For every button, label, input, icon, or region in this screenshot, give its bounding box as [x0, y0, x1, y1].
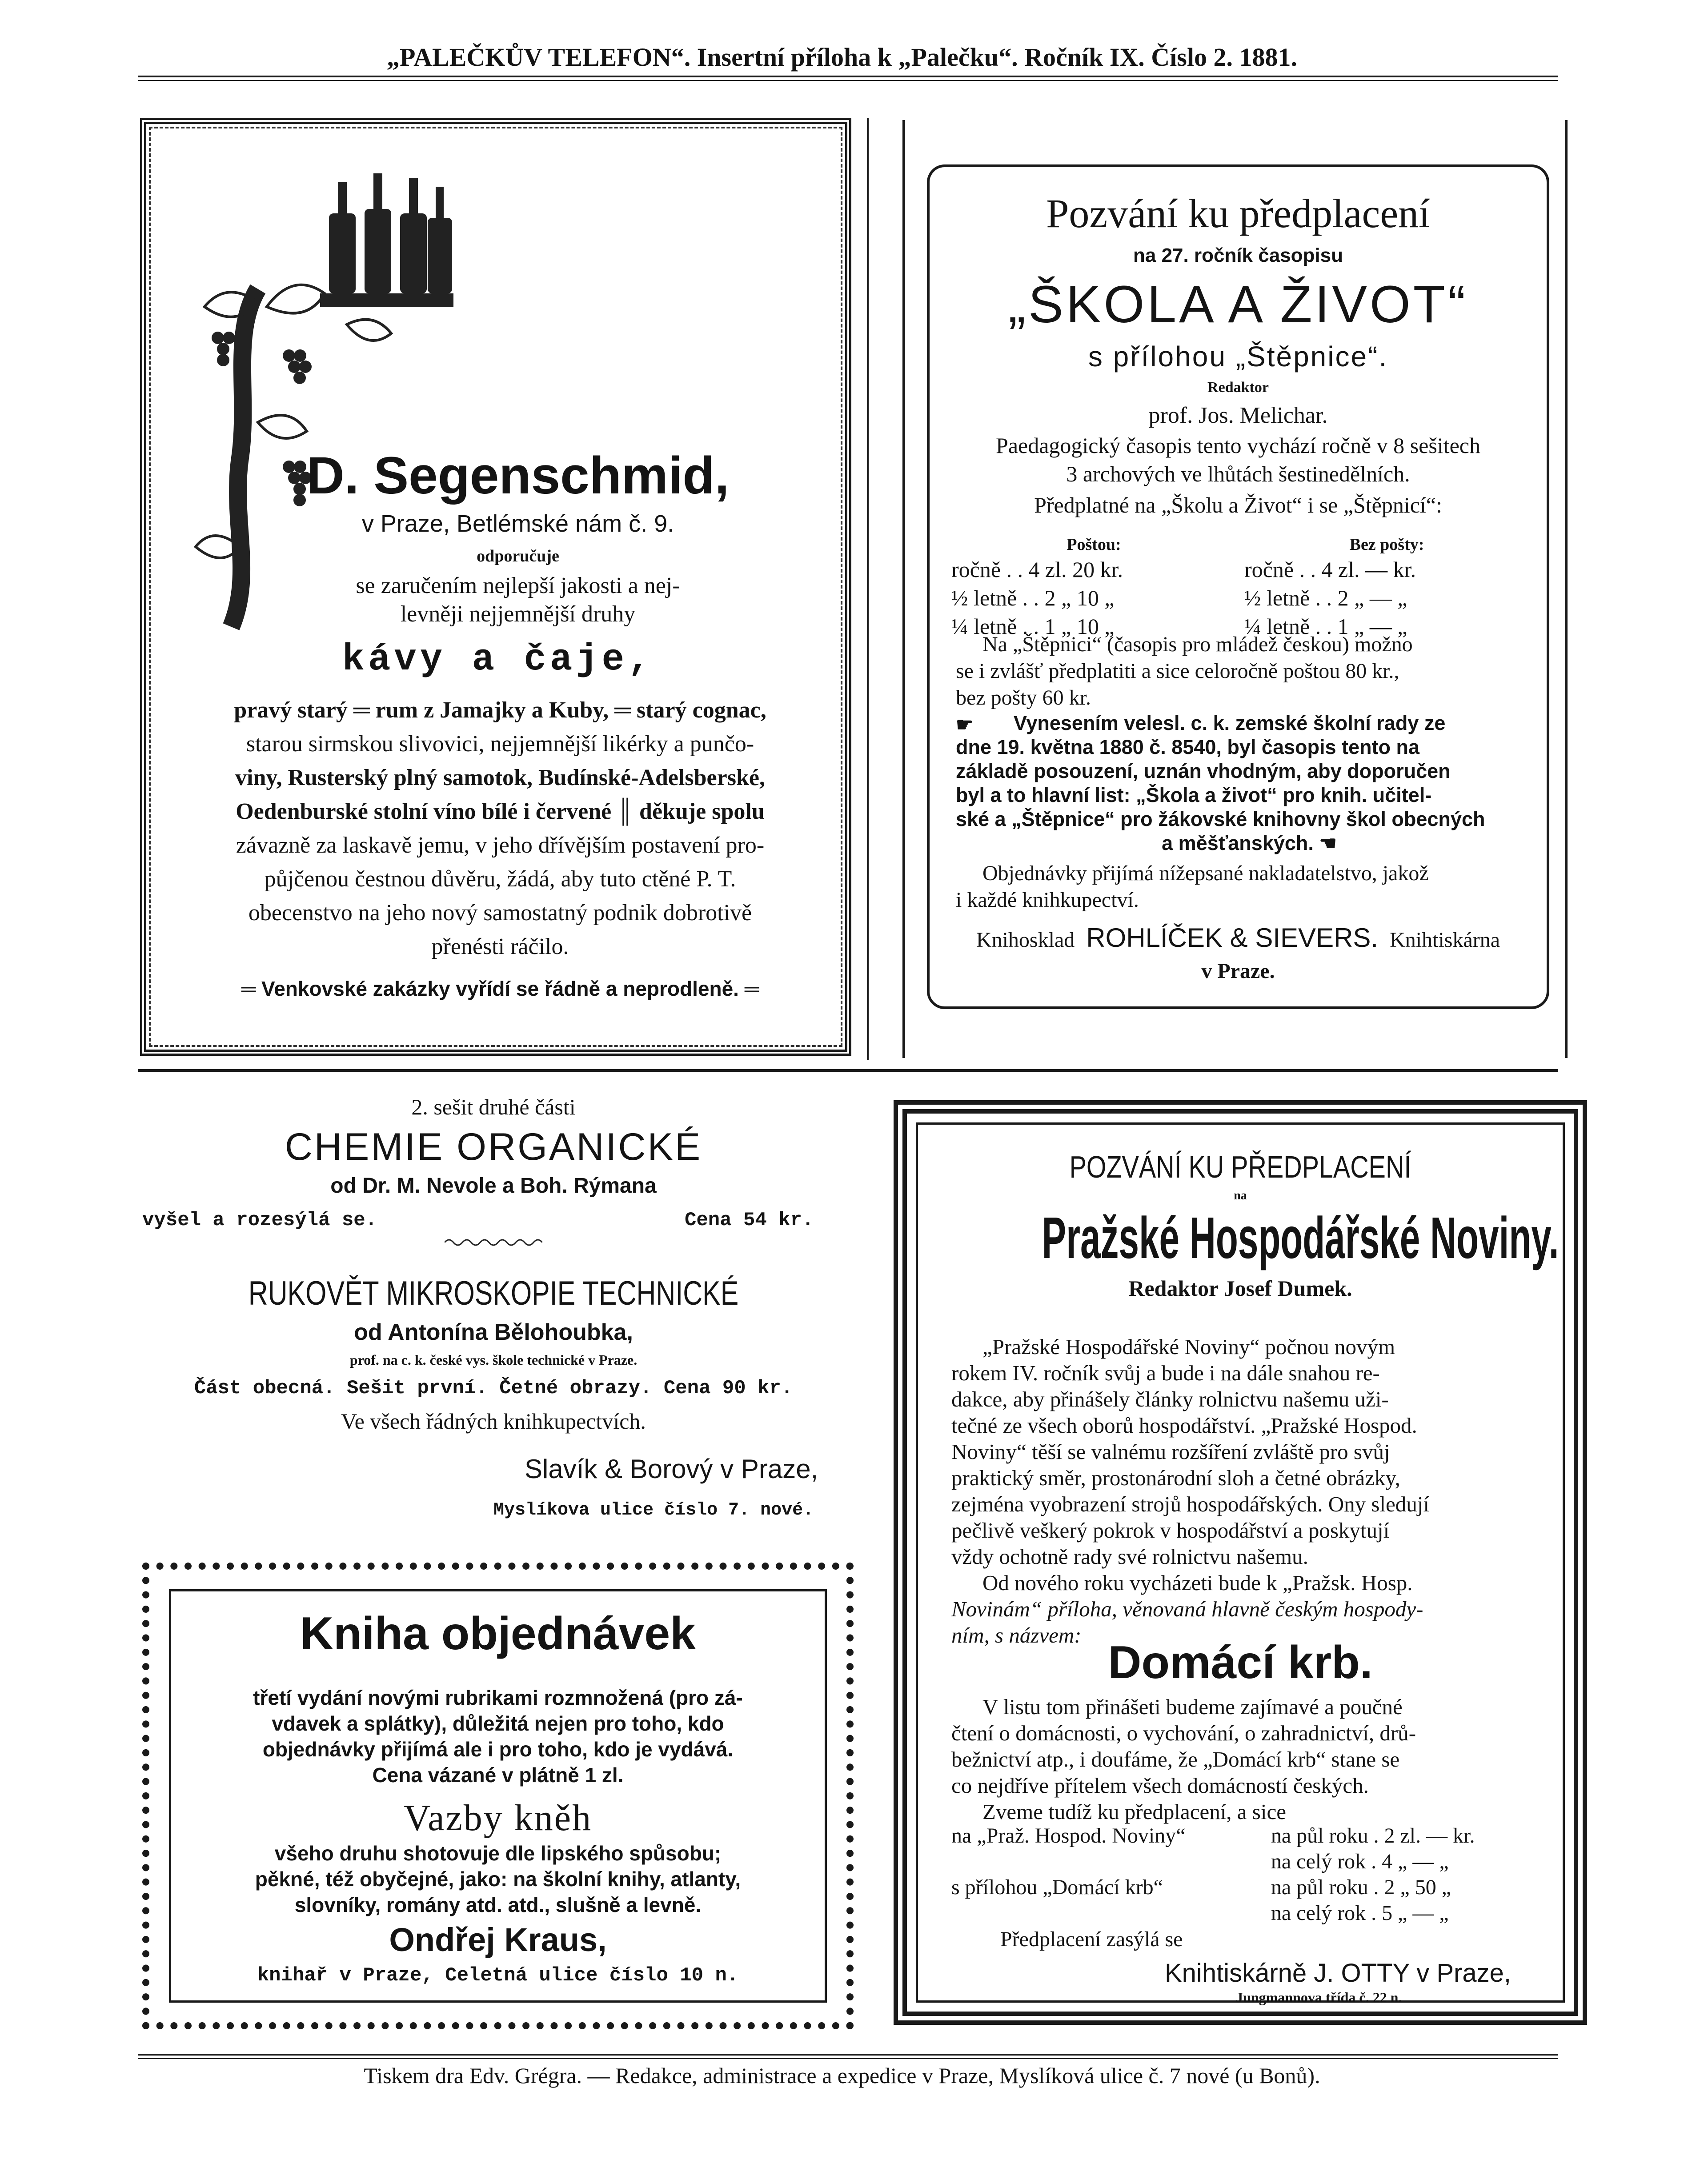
vazby-text-2: pěkné, též obyčejné, jako: na školní knihy, atlanty,	[255, 1867, 741, 1891]
krb-text-4: co nejdříve přítelem všech domácností českých.	[951, 1773, 1369, 1798]
kniha-text-3: objednávky přijímá ale i pro toho, kdo je vydává.	[262, 1738, 734, 1761]
page-header: „PALEČKŮV TELEFON“. Insertní příloha k „Palečku“. Ročník IX. Číslo 2. 1881.	[387, 43, 1297, 72]
header-rule-2	[138, 80, 1558, 81]
chemie-title: CHEMIE ORGANICKÉ	[285, 1126, 702, 1168]
rukovet-details: Část obecná. Sešit první. Četné obrazy. Cena 90 kr.	[194, 1377, 793, 1399]
skola-col-nopost: Bez pošty:	[1349, 535, 1424, 554]
noviny-send: Předplacení zasýlá se	[1000, 1928, 1183, 1951]
krb-text-3: bežnictví atp., i doufáme, že „Domácí krb“ stane se	[951, 1747, 1400, 1771]
segenschmid-recommends: odporučuje	[477, 547, 559, 565]
kniha-text-1: třetí vydání novými rubrikami rozmnožená (pro zá-	[253, 1686, 743, 1709]
skola-orders-1: Objednávky přijímá nížepsané nakladatelstvo, jakož	[982, 862, 1429, 885]
krb-text-1: V listu tom přinášeti budeme zajímavé a poučné	[982, 1695, 1403, 1719]
table-row	[948, 1849, 1546, 1874]
segenschmid-body-1: pravý starý ═ rum z Jamajky a Kuby, ═ starý cognac,	[234, 697, 766, 723]
kniha-text-2: vdavek a splátky), důležitá nejen pro toho, kdo	[272, 1712, 724, 1735]
krb-text-2: čtení o domácnosti, o vychování, o zahradnictví, drů-	[951, 1721, 1416, 1745]
segenschmid-coffee-tea: kávy a čaje,	[342, 639, 654, 681]
krb-text-5: Zveme tudíž ku předplacení, a sice	[982, 1799, 1286, 1824]
skola-editor: prof. Jos. Melichar.	[1148, 403, 1328, 428]
noviny-editor: Redaktor Josef Dumek.	[1128, 1276, 1352, 1301]
skola-price-cell: ½ letně . . 2 „ 10 „	[951, 585, 1115, 610]
segenschmid-body-5: závazně za laskavě jemu, v jeho dřívějším postavení pro-	[236, 833, 765, 858]
skola-notice-6: a měšťanských.	[1162, 832, 1314, 854]
kraus-address: knihař v Praze, Celetná ulice číslo 10 n.	[257, 1964, 739, 1987]
kniha-price: Cena vázané v plátně 1 zl.	[372, 1763, 624, 1787]
kraus-name: Ondřej Kraus,	[389, 1921, 607, 1958]
skola-right-rule	[1565, 120, 1568, 1058]
rukovet-professor: prof. na c. k. české vys. škole technické v Praze.	[349, 1352, 638, 1368]
rukovet-title: RUKOVĚT MIKROSKOPIE TECHNICKÉ	[248, 1274, 739, 1312]
noviny-text-6: praktický směr, prostonárodní sloh a četné obrázky,	[951, 1466, 1400, 1490]
skola-publisher: ROHLÍČEK & SIEVERS.	[1086, 923, 1379, 953]
segenschmid-body-4: Oedenburské stolní víno bílé i červené ║ děkuje spolu	[236, 799, 765, 824]
column-separator	[867, 118, 869, 1060]
skola-name: „ŠKOLA A ŽIVOT“	[1008, 275, 1468, 334]
wine-bottles-icon	[320, 173, 453, 307]
segenschmid-name: D. Segenschmid,	[306, 446, 730, 505]
noviny-na: na	[1234, 1189, 1247, 1202]
skola-prices-heading: Předplatné na „Školu a Život“ i se „Štěpnicí“:	[1034, 493, 1442, 517]
noviny-text-7: zejména vyobrazení strojů hospodářských. Ony sledují	[951, 1492, 1430, 1516]
chemie-price: Cena 54 kr.	[685, 1209, 814, 1231]
segenschmid-body-3: viny, Rusterský plný samotok, Budínské-Adelsberské,	[235, 765, 765, 790]
noviny-price-label	[948, 1901, 1267, 1926]
skola-pub-right: Knihtiskárna	[1390, 928, 1500, 952]
table-row	[948, 1875, 1546, 1900]
noviny-invite: POZVÁNÍ KU PŘEDPLACENÍ	[1069, 1150, 1411, 1184]
skola-price-cell: ročně . . 4 zl. 20 kr.	[951, 557, 1123, 582]
noviny-supplement-3: ním, s názvem:	[951, 1623, 1082, 1647]
segenschmid-body-6: půjčenou čestnou důvěru, žádá, aby tuto ctěné P. T.	[264, 866, 736, 892]
skola-pub-left: Knihosklad	[976, 928, 1075, 952]
noviny-price-value: na půl roku . 2 zl. — kr.	[1271, 1824, 1475, 1847]
noviny-price-label	[948, 1849, 1267, 1874]
pointing-hand-icon: ☛	[956, 714, 974, 736]
skola-stepnice-1: Na „Štěpnici“ (časopis pro mládež českou) možno	[982, 633, 1413, 656]
chemie-released: vyšel a rozesýlá se.	[142, 1209, 377, 1231]
vazby-title: Vazby kněh	[403, 1797, 593, 1839]
skola-desc-2: 3 archových ve lhůtách šestinedělních.	[1066, 461, 1410, 486]
segenschmid-footer: ═ Venkovské zakázky vyřídí se řádně a neprodleně. ═	[241, 977, 759, 1000]
vazby-text-1: všeho druhu shotovuje dle lipského spůsobu;	[274, 1842, 722, 1865]
noviny-text-1: „Pražské Hospodářské Noviny“ počnou novým	[982, 1334, 1395, 1359]
noviny-text-4: tečné ze všech oborů hospodářství. „Pražské Hospod.	[951, 1413, 1417, 1438]
noviny-text-2: rokem IV. ročník svůj a bude i na dále snahou re-	[951, 1361, 1380, 1385]
skola-supplement: s přílohou „Štěpnice“.	[1088, 341, 1388, 373]
table-row	[948, 584, 1533, 612]
section-divider	[138, 1069, 1558, 1072]
chemie-authors: od Dr. M. Nevole a Boh. Rýmana	[330, 1174, 657, 1198]
skola-orders-2: i každé knihkupectví.	[956, 888, 1139, 912]
segenschmid-body-7: obecenstvo na jeho nový samostatný podnik dobrotivě	[248, 900, 752, 926]
skola-editor-label: Redaktor	[1207, 379, 1269, 396]
noviny-text-9: vždy ochotně rady své rolnictvu našemu.	[951, 1544, 1308, 1569]
domaci-krb-title: Domácí krb.	[1108, 1637, 1373, 1688]
skola-notice-1: Vynesením velesl. c. k. zemské školní rady ze	[1014, 712, 1446, 734]
vazby-text-3: slovníky, romány atd. atd., slušně a levně.	[294, 1893, 702, 1916]
skola-subtitle: na 27. ročník časopisu	[1133, 244, 1343, 266]
table-row	[948, 1901, 1546, 1926]
noviny-price-table	[947, 1823, 1547, 1927]
noviny-supplement-1: Od nového roku vycházeti bude k „Pražsk. Hosp.	[982, 1571, 1413, 1595]
skola-left-rule	[902, 120, 905, 1058]
table-row	[948, 556, 1533, 583]
chemie-publisher: Slavík & Borový v Praze,	[525, 1454, 818, 1484]
skola-col-post: Poštou:	[1067, 535, 1121, 554]
segenschmid-body-8: přenésti ráčilo.	[431, 934, 569, 959]
rukovet-author: od Antonína Bělohoubka,	[354, 1319, 633, 1345]
header-rule	[138, 76, 1558, 77]
skola-title: Pozvání ku předplacení	[1046, 191, 1430, 236]
segenschmid-address: v Praze, Betlémské nám č. 9.	[361, 510, 674, 537]
rukovet-availability: Ve všech řádných knihkupectvích.	[341, 1409, 646, 1434]
skola-price-cell: ¼ letně . . 1 „ — „	[1244, 614, 1407, 639]
noviny-title: Pražské Hospodářské Noviny.	[1042, 1205, 1559, 1270]
skola-price-cell: ¼ letně . . 1 „ 10 „	[951, 614, 1115, 639]
noviny-price-value: na půl roku . 2 „ 50 „	[1271, 1875, 1451, 1899]
skola-stepnice-2: se i zvlášť předplatiti a sice celoročně poštou 80 kr.,	[956, 659, 1399, 683]
noviny-supplement-2: Novinám“ příloha, věnovaná hlavně českým hospody-	[951, 1597, 1423, 1621]
footer-rule-2	[138, 2058, 1558, 2059]
ornament-divider	[445, 1236, 542, 1249]
noviny-address: Jungmannova třída č. 22 n.	[1236, 1989, 1402, 2005]
segenschmid-line-1: se zaručením nejlepší jakosti a nej-	[356, 573, 680, 598]
segenschmid-line-2: levněji nejjemnější druhy	[400, 601, 636, 627]
kniha-title: Kniha objednávek	[300, 1608, 696, 1659]
noviny-price-label: s přílohou „Domácí krb“	[951, 1875, 1163, 1899]
skola-price-cell: ½ letně . . 2 „ — „	[1244, 585, 1407, 610]
segenschmid-body-2: starou sirmskou slivovici, nejjemnější likérky a punčo-	[246, 731, 754, 757]
footer-rule	[138, 2054, 1558, 2056]
pointing-hand-left-icon: ☚	[1319, 833, 1337, 854]
noviny-price-value: na celý rok . 5 „ — „	[1271, 1901, 1449, 1925]
skola-notice-5: ské a „Štěpnice“ pro žákovské knihovny škol obecných	[956, 808, 1485, 830]
skola-stepnice-3: bez pošty 60 kr.	[956, 686, 1091, 709]
skola-notice-3: základě posouzení, uznán vhodným, aby doporučen	[956, 760, 1451, 782]
skola-price-cell: ročně . . 4 zl. — kr.	[1244, 557, 1416, 582]
skola-notice-4: byl a to hlavní list: „Škola a život“ pro knih. učitel-	[956, 784, 1432, 806]
chemie-address: Myslíkova ulice číslo 7. nové.	[493, 1500, 814, 1520]
chemie-issue: 2. sešit druhé části	[411, 1094, 576, 1119]
skola-desc-1: Paedagogický časopis tento vychází ročně v 8 sešitech	[996, 433, 1480, 458]
skola-pub-city: v Praze.	[1201, 959, 1275, 983]
noviny-text-8: pečlivě veškerý pokrok v hospodářství a poskytují	[951, 1518, 1390, 1543]
noviny-price-label: na „Praž. Hospod. Noviny“	[951, 1824, 1186, 1847]
noviny-text-3: dakce, aby přinášely články rolnictvu našemu uži-	[951, 1387, 1389, 1411]
noviny-price-value: na celý rok . 4 „ — „	[1271, 1850, 1449, 1873]
noviny-text-5: Noviny“ těší se valnému rozšíření zvláště pro svůj	[951, 1439, 1390, 1464]
page-footer: Tiskem dra Edv. Grégra. — Redakce, administrace a expedice v Praze, Myslíková ulice č. 7 nové (u Bonů).	[364, 2063, 1320, 2088]
skola-notice-2: dne 19. května 1880 č. 8540, byl časopis tento na	[956, 736, 1419, 758]
table-row	[948, 1823, 1546, 1848]
noviny-publisher: Knihtiskárně J. OTTY v Praze,	[1165, 1959, 1511, 1988]
skola-price-table	[947, 533, 1534, 641]
